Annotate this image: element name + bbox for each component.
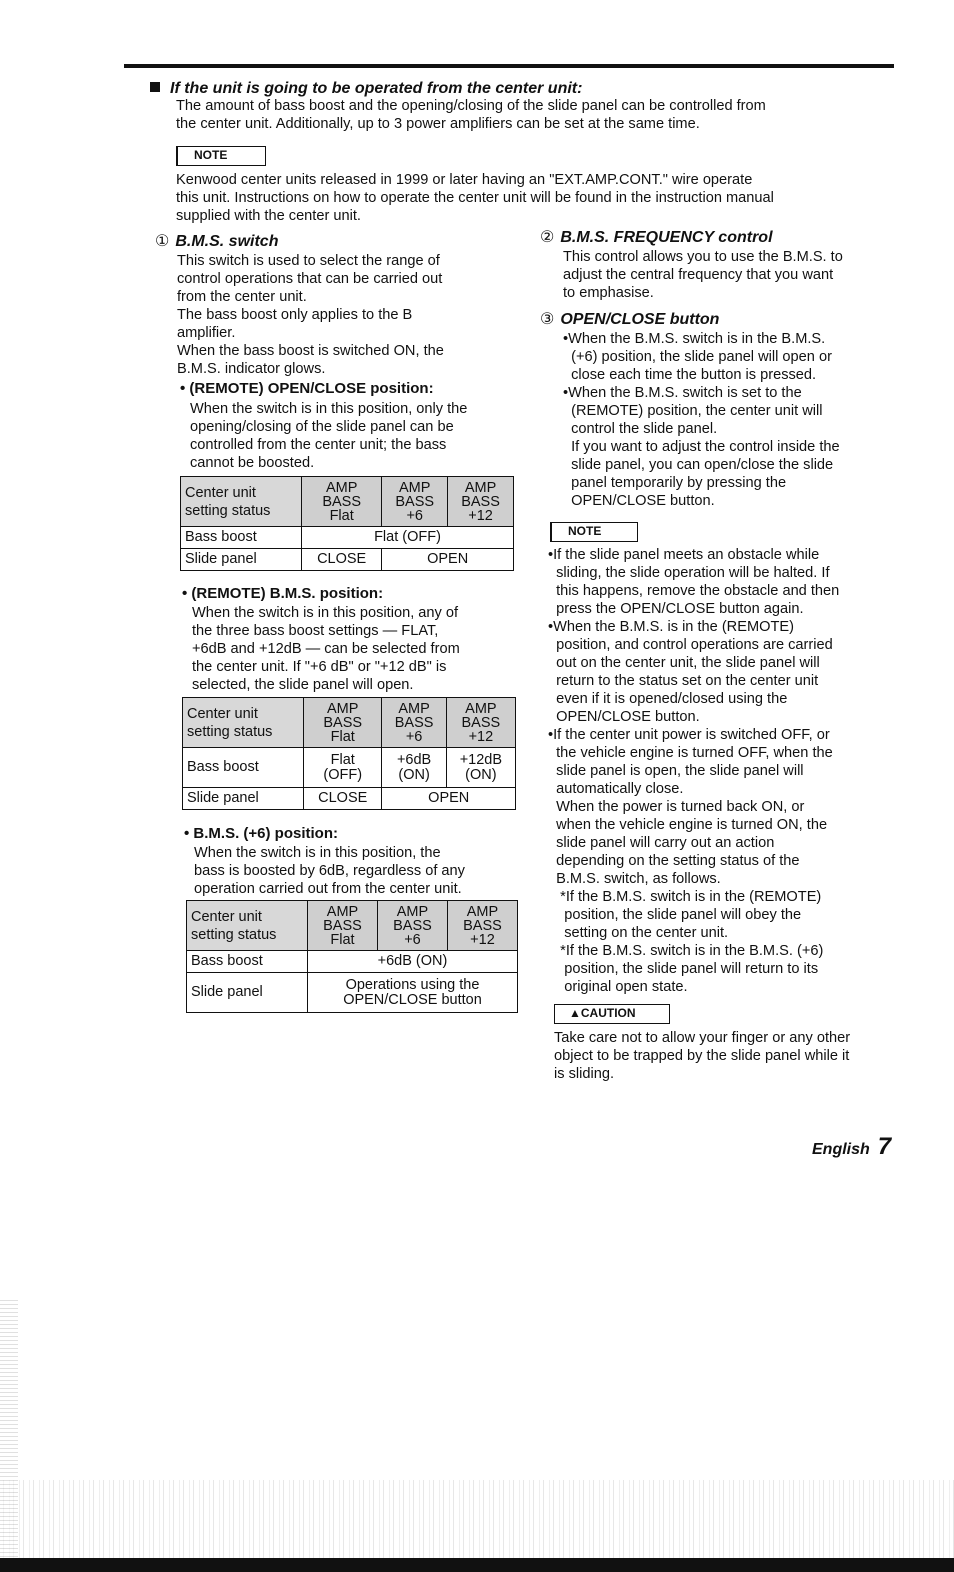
page-footer (812, 1133, 892, 1160)
text-line: the three bass boost settings — FLAT, (192, 623, 439, 639)
text-line: This switch is used to select the range of (177, 253, 440, 269)
table-header-amp-flat: AMP BASS Flat (308, 901, 378, 951)
table-row-label: Slide panel (181, 549, 302, 571)
table-row-label: Bass boost (183, 748, 304, 788)
text-line: cannot be boosted. (190, 455, 315, 471)
table-cell: +6dB (ON) (308, 951, 518, 973)
table-cell: Operations using the OPEN/CLOSE button (308, 973, 518, 1013)
text-line: opening/closing of the slide panel can be (190, 419, 454, 435)
table-cell: OPEN (382, 549, 514, 571)
text-line: press the OPEN/CLOSE button again. (548, 601, 804, 617)
text-line: position, the slide panel will obey the (548, 907, 802, 923)
remote-bms-text (192, 604, 460, 694)
open-close-button-text (563, 330, 840, 510)
bms-frequency-text (563, 248, 843, 302)
table-cell: +6dB (ON) (382, 748, 446, 788)
text-line: bass is boosted by 6dB, regardless of any (194, 863, 465, 879)
table-header-amp-flat: AMP BASS Flat (304, 698, 382, 748)
text-line: When the switch is in this position, only the (190, 401, 468, 417)
table-header-amp-12: AMP BASS +12 (446, 698, 515, 748)
table-header-amp-6: AMP BASS +6 (382, 698, 446, 748)
text-line: even if it is opened/closed using the (548, 691, 788, 707)
footer-language: English (812, 1141, 870, 1158)
section-intro: The amount of bass boost and the opening/closing of the slide panel can be controlled from the center unit. Additionally, up to 3 power amplifiers can be set at the same time. (176, 98, 766, 132)
text-line: when the vehicle engine is turned ON, the (548, 817, 828, 833)
text-line: The bass boost only applies to the B (177, 307, 413, 323)
table-header-amp-12: AMP BASS +12 (448, 477, 514, 527)
caution-label: ▲CAUTION (554, 1004, 670, 1024)
bms-plus6-heading: • B.M.S. (+6) position: (184, 825, 338, 842)
text-line: return to the status set on the center unit (548, 673, 819, 689)
text-line: OPEN/CLOSE button. (548, 709, 700, 725)
text-line: adjust the central frequency that you want (563, 267, 834, 283)
text-line: slide panel, you can open/close the slide (563, 457, 834, 473)
table-header-amp-6: AMP BASS +6 (377, 901, 447, 951)
text-line: amplifier. (177, 325, 236, 341)
text-line: When the bass boost is switched ON, the (177, 343, 444, 359)
table-cell: Flat (OFF) (302, 527, 514, 549)
scan-noise (0, 1480, 954, 1560)
note-right-text (548, 546, 839, 996)
text-line: •When the B.M.S. switch is in the B.M.S. (563, 331, 826, 347)
text-line: object to be trapped by the slide panel while it (554, 1048, 850, 1064)
open-close-button-heading: ③ OPEN/CLOSE button (540, 311, 720, 328)
table-bms-plus6 (186, 900, 518, 1013)
text-line: •When the B.M.S. switch is set to the (563, 385, 802, 401)
scan-noise-left (0, 1300, 18, 1560)
text-line: position, and control operations are carried (548, 637, 833, 653)
text-line: to emphasise. (563, 285, 654, 301)
text-line: slide panel is open, the slide panel will (548, 763, 804, 779)
text-line: from the center unit. (177, 289, 307, 305)
text-line: •If the center unit power is switched OFF, or (548, 727, 830, 743)
note-label-top: NOTE (176, 146, 266, 166)
text-line: control the slide panel. (563, 421, 718, 437)
text-line: (+6) position, the slide panel will open or (563, 349, 832, 365)
text-line: original open state. (548, 979, 688, 995)
scan-edge (0, 1558, 954, 1572)
table-remote-open-close (180, 476, 514, 571)
table-cell: +12dB (ON) (446, 748, 515, 788)
bms-plus6-text (194, 844, 465, 898)
text-line: control operations that can be carried out (177, 271, 443, 287)
text-line: OPEN/CLOSE button. (563, 493, 715, 509)
bms-frequency-heading: ② B.M.S. FREQUENCY control (540, 229, 773, 246)
square-bullet-icon (150, 82, 160, 92)
text-line: B.M.S. indicator glows. (177, 361, 326, 377)
text-line: slide panel will carry out an action (548, 835, 775, 851)
table-row-label: Slide panel (187, 973, 308, 1013)
text-line: Take care not to allow your finger or any other (554, 1030, 851, 1046)
table-header-label: Center unit setting status (181, 477, 302, 527)
bms-switch-heading: ① B.M.S. switch (155, 233, 279, 250)
text-line: the center unit. If "+6 dB" or "+12 dB" is (192, 659, 447, 675)
top-rule (124, 64, 894, 68)
text-line: automatically close. (548, 781, 684, 797)
table-remote-bms (182, 697, 516, 810)
text-line: *If the B.M.S. switch is in the (REMOTE) (548, 889, 822, 905)
table-header-amp-flat: AMP BASS Flat (302, 477, 382, 527)
text-line: this happens, remove the obstacle and then (548, 583, 840, 599)
section-title: If the unit is going to be operated from the center unit: (150, 80, 582, 98)
note-label-right: NOTE (550, 522, 638, 542)
note-top-text: Kenwood center units released in 1999 or later having an "EXT.AMP.CONT." wire operate this unit. Instructions on how to operate the center unit will be found in the instruction manual supplied with the center unit. (176, 172, 774, 224)
text-line: is sliding. (554, 1066, 615, 1082)
text-line: controlled from the center unit; the bass (190, 437, 447, 453)
table-header-amp-6: AMP BASS +6 (382, 477, 448, 527)
remote-open-close-heading: • (REMOTE) OPEN/CLOSE position: (180, 380, 434, 397)
table-cell: Flat (OFF) (304, 748, 382, 788)
text-line: panel temporarily by pressing the (563, 475, 787, 491)
table-row-label: Slide panel (183, 788, 304, 810)
text-line: B.M.S. switch, as follows. (548, 871, 721, 887)
text-line: the vehicle engine is turned OFF, when the (548, 745, 833, 761)
text-line: operation carried out from the center unit. (194, 881, 462, 897)
table-row-label: Bass boost (187, 951, 308, 973)
text-line: selected, the slide panel will open. (192, 677, 414, 693)
text-line: When the power is turned back ON, or (548, 799, 805, 815)
text-line: •When the B.M.S. is in the (REMOTE) (548, 619, 794, 635)
caution-text (554, 1029, 850, 1083)
table-cell: CLOSE (302, 549, 382, 571)
text-line: •If the slide panel meets an obstacle while (548, 547, 820, 563)
text-line: +6dB and +12dB — can be selected from (192, 641, 460, 657)
remote-open-close-text (190, 400, 467, 472)
table-header-label: Center unit setting status (183, 698, 304, 748)
text-line: position, the slide panel will return to its (548, 961, 819, 977)
table-header-label: Center unit setting status (187, 901, 308, 951)
text-line: depending on the setting status of the (548, 853, 800, 869)
text-line: close each time the button is pressed. (563, 367, 817, 383)
text-line: sliding, the slide operation will be halted. If (548, 565, 830, 581)
table-cell: CLOSE (304, 788, 382, 810)
text-line: This control allows you to use the B.M.S. to (563, 249, 843, 265)
text-line: (REMOTE) position, the center unit will (563, 403, 823, 419)
remote-bms-heading: • (REMOTE) B.M.S. position: (182, 585, 384, 602)
text-line: If you want to adjust the control inside the (563, 439, 840, 455)
bms-switch-text (177, 252, 444, 378)
text-line: *If the B.M.S. switch is in the B.M.S. (+6) (548, 943, 824, 959)
page-number: 7 (877, 1133, 892, 1160)
text-line: When the switch is in this position, the (194, 845, 441, 861)
table-row-label: Bass boost (181, 527, 302, 549)
text-line: When the switch is in this position, any of (192, 605, 459, 621)
text-line: setting on the center unit. (548, 925, 729, 941)
text-line: out on the center unit, the slide panel will (548, 655, 820, 671)
table-cell: OPEN (382, 788, 516, 810)
table-header-amp-12: AMP BASS +12 (447, 901, 517, 951)
